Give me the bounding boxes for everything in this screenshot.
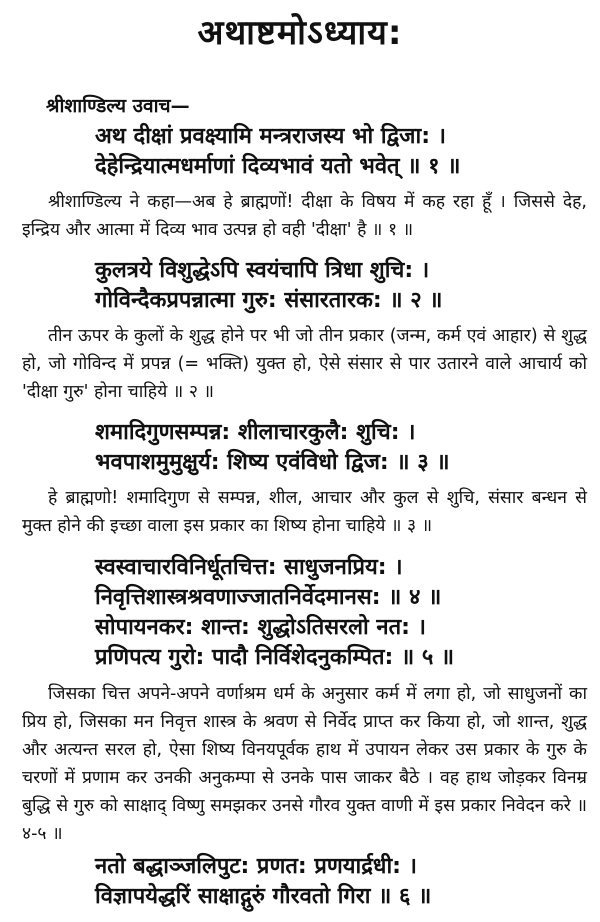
verse-line: कुलत्रये विशुद्धेऽपि स्वयंचापि त्रिधा शुचि: । [95,258,430,283]
verse-1 [95,122,565,182]
verse-line: निवृत्तिशास्त्रश्रवणाज्जातनिर्वेदमानस: ॥ ४ ॥ [95,585,442,610]
commentary-text: हे ब्राह्मणो! शमादिगुण से सम्पन्न, शील, आचार और कुल से शुचि, संसार बन्धन से मुक्त होने की इच्छा वाला इस प्रकार का शिष्य होना चाहिये ॥ ३ ॥ [22,488,587,536]
commentary-text: जिसका चित्त अपने-अपने वर्णाश्रम धर्म के अनुसार कर्म में लगा हो, जो साधुजनों का प्रिय हो, जिसका मन निवृत्त शास्त्र के श्रवण से निर्वेद प्राप्त कर किया हो, जो शान्त, शुद्ध और अत्यन्त सरल हो, ऐसा शिष्य विनयपूर्वक हाथ में उपायन लेकर उस प्रकार के गुरु के चरणों में प्रणाम कर उनकी अनुकम्पा से उनके पास जाकर बैठे । वह हाथ जोड़कर विनम्र बुद्धि से गुरु को साक्षाद् विष्णु समझकर उनसे गौरव युक्त वाणी में इस प्रकार निवेदन करे ॥ ४-५ ॥ [22,684,587,844]
verse-line: सोपायनकर: शान्त: शुद्धोऽतिसरलो नत: । [95,615,426,640]
commentary-text: तीन ऊपर के कुलों के शुद्ध होने पर भी जो तीन प्रकार (जन्म, कर्म एवं आहार) से शुद्ध हो, जो गोविन्द में प्रपन्न (= भक्ति) युक्त हो, ऐसे संसार से पार उतारने वाले आचार्य को 'दीक्षा गुरु' होना चाहिये ॥ २ ॥ [22,326,587,402]
speaker-line: श्रीशाण्डिल्य उवाच— [46,95,190,117]
verse-2 [95,256,565,316]
verse-3 [95,418,565,478]
chapter-title: अथाष्टमोऽध्याय: [197,13,403,53]
commentary-2 [22,322,587,406]
verse-6 [95,852,565,912]
verse-line: गोविन्दैकप्रपन्नात्मा गुरु: संसारतारक: ॥ २ ॥ [95,288,443,313]
verse-line: अथ दीक्षां प्रवक्ष्यामि मन्त्रराजस्य भो द्विजा: । [95,124,446,149]
verse-line: नतो बद्धाञ्जलिपुट: प्रणत: प्रणयार्द्रधी: । [95,854,417,879]
verse-line: शमादिगुणसम्पन्न: शीलाचारकुलै: शुचि: । [95,420,416,445]
verse-line: भवपाशमुमुक्षुर्य: शिष्य एवंविधो द्विज: ॥ ३ ॥ [95,450,450,475]
verse-line: प्रणिपत्य गुरो: पादौ निर्विशेदनुकम्पित: ॥ ५ ॥ [95,645,455,670]
commentary-3 [22,484,587,540]
verse-4-5 [95,553,565,673]
commentary-4-5 [22,680,587,848]
commentary-1 [22,188,587,244]
verse-line: विज्ञापयेद्धरिं साक्षाद्गुरुं गौरवतो गिरा ॥ ६ ॥ [95,884,432,909]
verse-line: देहेन्द्रियात्मधर्माणां दिव्यभावं यतो भवेत् ॥ १ ॥ [95,154,461,179]
verse-line: स्वस्वाचारविनिर्धूतचित्त: साधुजनप्रिय: । [95,555,403,580]
commentary-text: श्रीशाण्डिल्य ने कहा—अब हे ब्राह्मणों! दीक्षा के विषय में कह रहा हूँ । जिससे देह, इन्द्रिय और आत्मा में दिव्य भाव उत्पन्न हो वही 'दीक्षा' है ॥ १ ॥ [22,192,587,240]
